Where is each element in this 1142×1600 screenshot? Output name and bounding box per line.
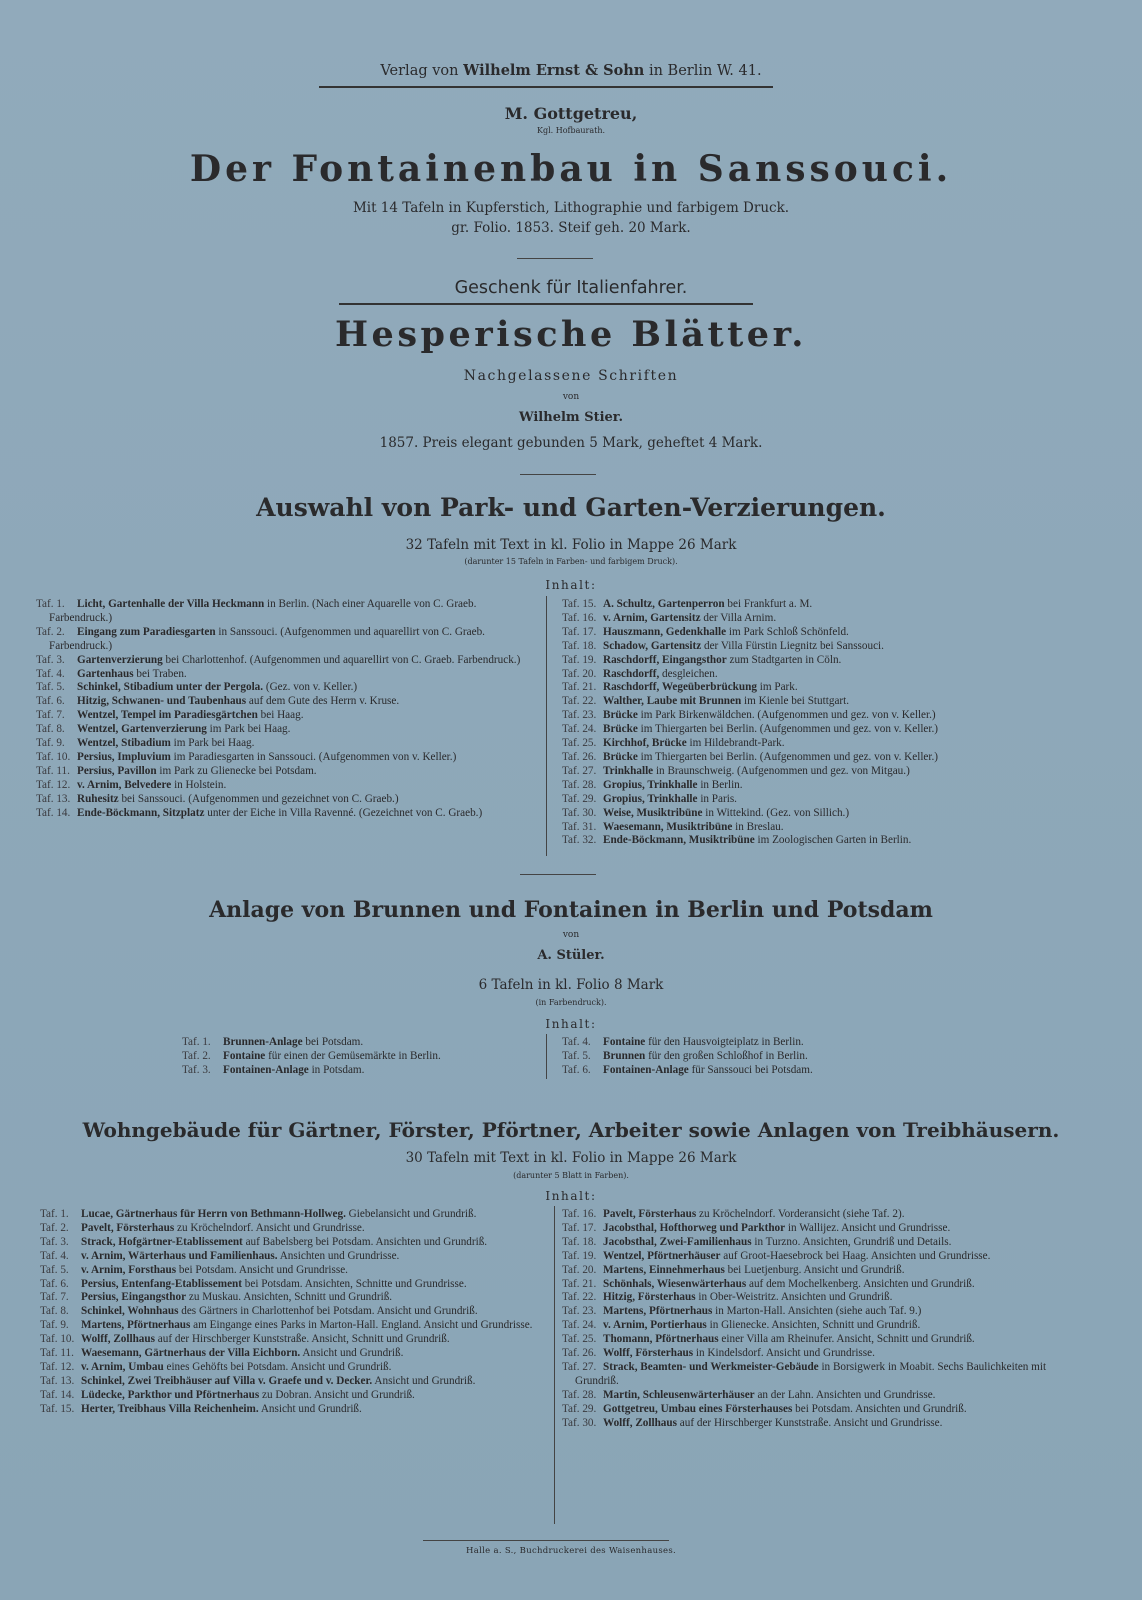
list-item: Taf. 1. Lucae, Gärtnerhaus für Herrn von Bethmann-Hollweg. Giebelansicht und Grundriß. [40,1208,477,1220]
list-item: Taf. 27. Trinkhalle in Braunschweig. (Aufgenommen und gez. von Mitgau.) [562,764,910,777]
list-item: Taf. 27. Strack, Beamten- und Werkmeister-Gebäude in Borsigwerk in Moabit. Sechs Baulichkeiten mit Grundriß. [562,1360,1047,1387]
list-item: Taf. 31. Waesemann, Musiktribüne in Breslau. [562,820,784,833]
list-item: Taf. 12. v. Arnim, Belvedere in Holstein. [36,778,227,791]
list-item: Taf. 3. Fontainen-Anlage in Potsdam. [182,1063,365,1076]
book2-subtitle: Nachgelassene Schriften [463,368,679,384]
list-item: Taf. 16. v. Arnim, Gartensitz der Villa Arnim. [562,611,777,624]
list-item: Taf. 21. Schönhals, Wiesenwärterhaus auf dem Mochelkenberg. Ansichten und Grundriß. [562,1277,975,1290]
publisher-rule [319,86,773,88]
list-item: Taf. 30. Weise, Musiktribüne in Wittekind. (Gez. von Sillich.) [562,806,850,819]
list-item: Taf. 1. Brunnen-Anlage bei Potsdam. [182,1036,364,1048]
book4-inhalt: Inhalt: [545,1017,597,1031]
list-item: Taf. 32. Ende-Böckmann, Musiktribüne im Zoologischen Garten in Berlin. [562,834,912,847]
list-item: Taf. 5. Brunnen für den großen Schloßhof in Berlin. [562,1049,808,1062]
publisher-name: Wilhelm Ernst & Sohn [463,62,645,79]
list-item: Taf. 23. Martens, Pförtnerhaus in Marton-Hall. Ansichten (siehe auch Taf. 9.) [562,1305,922,1318]
book2-rule [339,303,753,305]
list-item: Taf. 3. Strack, Hofgärtner-Etablissement auf Babelsberg bei Potsdam. Ansichten und Grundriß. [40,1235,488,1248]
book2-kicker: Geschenk für Italienfahrer. [454,278,688,298]
book4-von: von [562,930,580,940]
list-item: Taf. 11. Persius, Pavillon im Park zu Glienecke bei Potsdam. [36,764,317,777]
column-divider [546,1034,547,1079]
list-item: Taf. 9. Martens, Pförtnerhaus am Eingange eines Parks in Marton-Hall. England. Ansicht und Grundrisse. [40,1319,533,1332]
book4-list-left [182,1036,542,1078]
list-item: Taf. 17. Hauszmann, Gedenkhalle im Park Schloß Schönfeld. [562,625,849,638]
list-item: Taf. 22. Hitzig, Försterhaus in Ober-Weistritz. Ansichten und Grundriß. [562,1291,893,1304]
list-item: Taf. 19. Wentzel, Pförtnerhäuser auf Groot-Haesebrock bei Haag. Ansichten und Grundrisse. [562,1249,991,1262]
book1-author: M. Gottgetreu, [504,104,638,123]
book3-inhalt: Inhalt: [545,578,597,592]
list-item: Taf. 10. Persius, Impluvium im Paradiesgarten in Sanssouci. (Aufgenommen von v. Keller.) [36,750,457,763]
list-item: Taf. 1. Licht, Gartenhalle der Villa Heckmann in Berlin. (Nach einer Aquarelle von C. Graeb. Farbendruck.) [36,598,477,624]
book5-title: Wohngebäude für Gärtner, Förster, Pförtner, Arbeiter sowie Anlagen von Treibhäusern. [82,1118,1060,1142]
book5-desc: 30 Tafeln mit Text in kl. Folio in Mappe 26 Mark [405,1150,737,1166]
list-item: Taf. 7. Wentzel, Tempel im Paradiesgärtchen bei Haag. [36,709,304,722]
list-item: Taf. 23. Brücke im Park Birkenwäldchen. (Aufgenommen und gez. von v. Keller.) [562,709,936,722]
list-item: Taf. 13. Schinkel, Zwei Treibhäuser auf Villa v. Graefe und v. Decker. Ansicht und Grundriß. [40,1374,476,1387]
book3-note: (darunter 15 Tafeln in Farben- und farbigem Druck). [464,557,678,566]
list-item: Taf. 5. v. Arnim, Forsthaus bei Potsdam. Ansicht und Grundrisse. [40,1263,348,1276]
list-item: Taf. 6. Persius, Entenfang-Etablissement bei Potsdam. Ansichten, Schnitte und Grundrisse. [40,1277,467,1290]
list-item: Taf. 14. Ende-Böckmann, Sitzplatz unter der Eiche in Villa Ravenné. (Gezeichnet von C. Graeb.) [36,806,483,819]
list-item: Taf. 5. Schinkel, Stibadium unter der Pergola. (Gez. von v. Keller.) [36,681,358,694]
list-item: Taf. 10. Wolff, Zollhaus auf der Hirschberger Kunststraße. Ansicht, Schnitt und Grundriß. [40,1333,450,1346]
list-item: Taf. 18. Schadow, Gartensitz der Villa Fürstin Liegnitz bei Sanssouci. [562,639,884,652]
book5-list-right [562,1208,1062,1431]
book1-desc2: gr. Folio. 1853. Steif geh. 20 Mark. [451,220,691,236]
list-item: Taf. 30. Wolff, Zollhaus auf der Hirschberger Kunststraße. Ansicht und Grundrisse. [562,1416,943,1429]
list-item: Taf. 11. Waesemann, Gärtnerhaus der Villa Eichborn. Ansicht und Grundriß. [40,1347,404,1360]
list-item: Taf. 21. Raschdorff, Wegeüberbrückung im Park. [562,681,798,694]
list-item: Taf. 24. v. Arnim, Portierhaus in Glienecke. Ansichten, Schnitt und Grundriß. [562,1319,921,1332]
list-item: Taf. 9. Wentzel, Stibadium im Park bei Haag. [36,737,255,750]
book4-note: (in Farbendruck). [535,998,607,1007]
book4-list-right [562,1036,922,1078]
book4-author: A. Stüler. [537,948,605,963]
book2-price: 1857. Preis elegant gebunden 5 Mark, geheftet 4 Mark. [379,435,763,451]
printer-imprint: Halle a. S., Buchdruckerei des Waisenhauses. [466,1546,676,1556]
list-item: Taf. 3. Gartenverzierung bei Charlottenhof. (Aufgenommen und aquarellirt von C. Graeb. Farbendruck.) [36,653,521,666]
divider [520,474,596,475]
divider [520,874,596,875]
list-item: Taf. 28. Gropius, Trinkhalle in Berlin. [562,778,743,791]
book3-title: Auswahl von Park- und Garten-Verzierungen. [256,493,886,522]
list-item: Taf. 7. Persius, Eingangsthor zu Muskau. Ansichten, Schnitt und Grundriß. [40,1291,393,1304]
list-item: Taf. 15. Herter, Treibhaus Villa Reichenheim. Ansicht und Grundriß. [40,1402,362,1415]
list-item: Taf. 2. Fontaine für einen der Gemüsemärkte in Berlin. [182,1049,441,1062]
list-item: Taf. 24. Brücke im Thiergarten bei Berlin. (Aufgenommen und gez. von v. Keller.) [562,723,939,736]
list-item: Taf. 2. Pavelt, Försterhaus zu Kröchelndorf. Ansicht und Grundrisse. [40,1221,365,1234]
list-item: Taf. 13. Ruhesitz bei Sanssouci. (Aufgenommen und gezeichnet von C. Graeb.) [36,792,399,805]
list-item: Taf. 4. v. Arnim, Wärterhaus und Familienhaus. Ansichten und Grundrisse. [40,1249,400,1262]
list-item: Taf. 18. Jacobsthal, Zwei-Familienhaus in Turzno. Ansichten, Grundriß und Details. [562,1235,952,1248]
book3-desc: 32 Tafeln mit Text in kl. Folio in Mappe 26 Mark [405,537,737,553]
list-item: Taf. 26. Wolff, Försterhaus in Kindelsdorf. Ansicht und Grundrisse. [562,1347,875,1360]
list-item: Taf. 25. Thomann, Pförtnerhaus einer Villa am Rheinufer. Ansicht, Schnitt und Grundriß. [562,1333,975,1346]
list-item: Taf. 17. Jacobsthal, Hofthorweg und Parkthor in Wallijez. Ansicht und Grundrisse. [562,1221,951,1234]
publisher-suffix: in Berlin W. 41. [648,63,762,79]
column-divider [546,596,547,856]
publisher-line [0,62,1142,79]
list-item: Taf. 14. Lüdecke, Parkthor und Pförtnerhaus zu Dobran. Ansicht und Grundriß. [40,1388,415,1401]
list-item: Taf. 6. Fontainen-Anlage für Sanssouci bei Potsdam. [562,1063,813,1076]
book3-list-left [36,598,533,821]
list-item: Taf. 4. Gartenhaus bei Traben. [36,667,187,680]
list-item: Taf. 25. Kirchhof, Brücke im Hildebrandt-Park. [562,737,785,750]
list-item: Taf. 2. Eingang zum Paradiesgarten in Sanssouci. (Aufgenommen und aquarellirt von C. Graeb. Farbendruck.) [36,625,485,652]
book4-desc: 6 Tafeln in kl. Folio 8 Mark [478,977,664,993]
list-item: Taf. 26. Brücke im Thiergarten bei Berlin. (Aufgenommen und gez. von v. Keller.) [562,750,939,763]
list-item: Taf. 16. Pavelt, Försterhaus zu Kröchelndorf. Vorderansicht (siehe Taf. 2). [562,1208,905,1220]
list-item: Taf. 29. Gropius, Trinkhalle in Paris. [562,792,737,805]
book4-title: Anlage von Brunnen und Fontainen in Berlin und Potsdam [209,897,933,923]
list-item: Taf. 20. Martens, Einnehmerhaus bei Luetjenburg. Ansicht und Grundriß. [562,1263,905,1276]
book1-desc1: Mit 14 Tafeln in Kupferstich, Lithographie und farbigem Druck. [352,200,790,216]
book5-inhalt: Inhalt: [545,1189,597,1203]
list-item: Taf. 15. A. Schultz, Gartenperron bei Frankfurt a. M. [562,598,813,610]
book1-title: Der Fontainenbau in Sanssouci. [189,148,953,190]
list-item: Taf. 22. Walther, Laube mit Brunnen im Kienle bei Stuttgart. [562,695,850,708]
list-item: Taf. 28. Martin, Schleusenwärterhäuser an der Lahn. Ansichten und Grundrisse. [562,1388,936,1401]
book3-list-right [562,598,1062,848]
list-item: Taf. 20. Raschdorff, desgleichen. [562,667,718,680]
book2-author: Wilhelm Stier. [519,410,623,425]
list-item: Taf. 4. Fontaine für den Hausvoigteiplatz in Berlin. [562,1036,804,1048]
list-item: Taf. 8. Schinkel, Wohnhaus des Gärtners in Charlottenhof bei Potsdam. Ansicht und Grundriß. [40,1305,478,1318]
book5-list-left [40,1208,540,1417]
list-item: Taf. 29. Gottgetreu, Umbau eines Försterhauses bei Potsdam. Ansichten und Grundriß. [562,1402,967,1415]
column-divider [554,1206,555,1524]
book5-note: (darunter 5 Blatt in Farben). [513,1171,629,1180]
list-item: Taf. 8. Wentzel, Gartenverzierung im Park bei Haag. [36,723,291,736]
book2-von: von [562,392,580,402]
publisher-prefix: Verlag von [380,63,459,79]
book1-author-title: Kgl. Hofbaurath. [536,126,606,135]
divider [517,258,593,259]
list-item: Taf. 6. Hitzig, Schwanen- und Taubenhaus auf dem Gute des Herrn v. Kruse. [36,695,400,708]
book2-title: Hesperische Blätter. [334,314,807,355]
list-item: Taf. 19. Raschdorff, Eingangsthor zum Stadtgarten in Cöln. [562,653,842,666]
list-item: Taf. 12. v. Arnim, Umbau eines Gehöfts bei Potsdam. Ansicht und Grundriß. [40,1360,392,1373]
footer-rule [423,1540,669,1541]
